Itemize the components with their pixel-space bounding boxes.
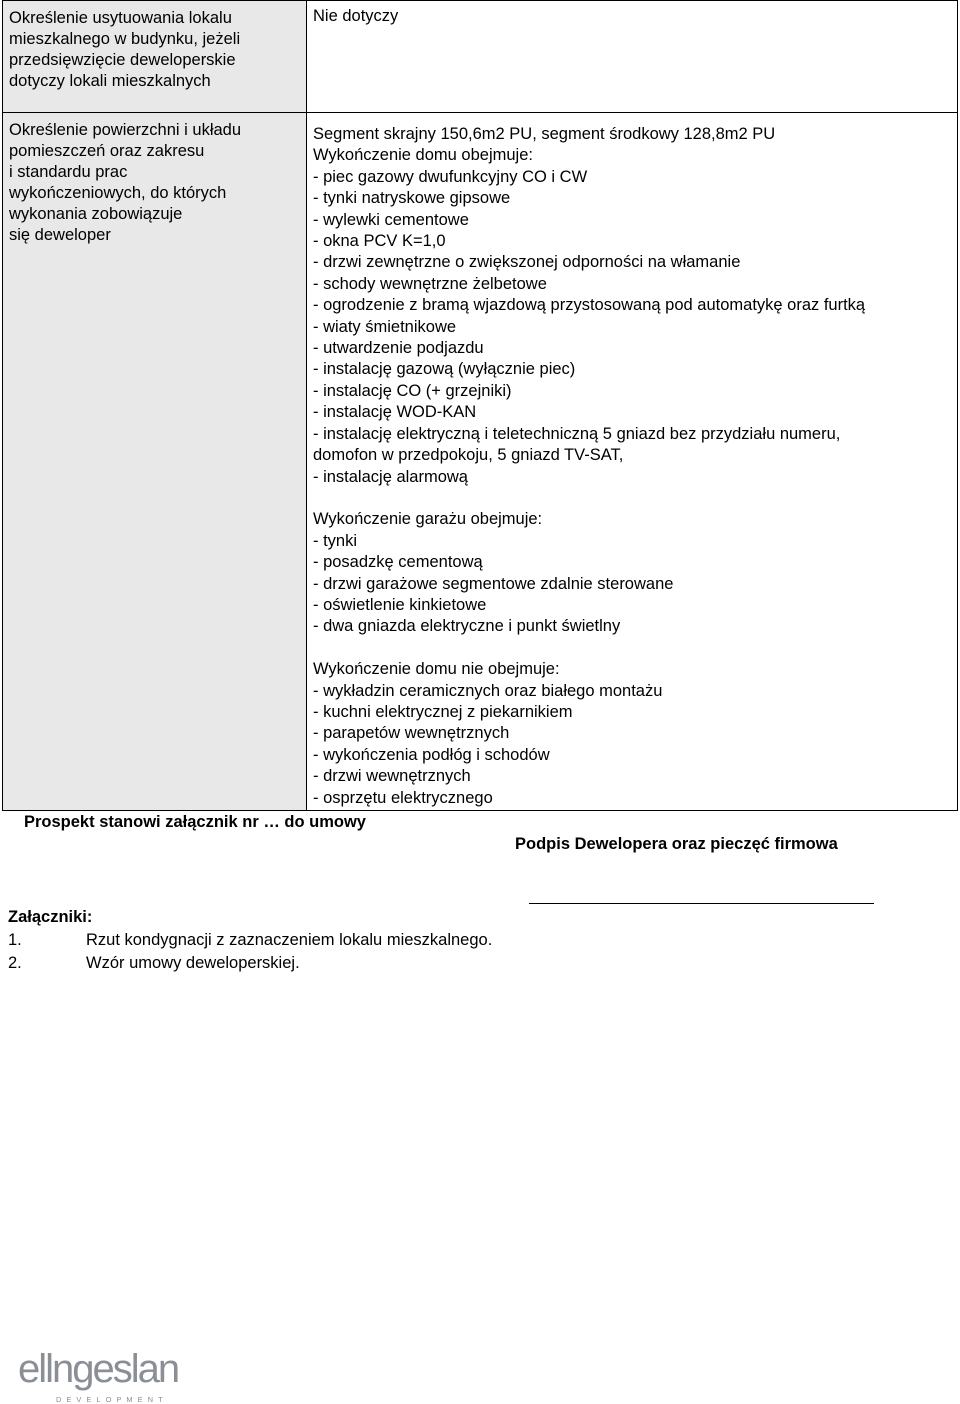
attachments-section — [8, 906, 492, 975]
row2-label-line: Określenie powierzchni i układu — [9, 121, 242, 139]
list-item: - wykładzin ceramicznych oraz białego montażu — [313, 681, 663, 700]
signature-caption: Podpis Dewelopera oraz pieczęć firmowa — [515, 835, 838, 853]
company-logo — [16, 1340, 216, 1404]
list-item: - kuchni elektrycznej z piekarnikiem — [313, 702, 573, 721]
list-item: - instalację alarmową — [313, 467, 468, 486]
list-item: - wykończenia podłóg i schodów — [313, 745, 550, 764]
section-title-home-excludes: Wykończenie domu nie obejmuje: — [313, 660, 560, 679]
row2-label-cell — [3, 113, 307, 811]
row1-value-cell — [307, 1, 958, 113]
list-item: - wiaty śmietnikowe — [313, 317, 457, 336]
list-item: - wylewki cementowe — [313, 210, 469, 229]
attachments-title: Załączniki: — [8, 908, 93, 926]
attachment-item — [8, 929, 492, 952]
list-item: - instalację gazową (wyłącznie piec) — [313, 360, 576, 379]
row1-label-line: Określenie usytuowania lokalu — [9, 9, 232, 27]
section-title-garage-includes: Wykończenie garażu obejmuje: — [313, 510, 543, 529]
list-item: - instalację elektryczną i teletechniczną 5 gniazd bez przydziału numeru, — [313, 424, 841, 443]
row1-label-line: przedsięwzięcie deweloperskie — [9, 51, 236, 69]
section-title-home-includes: Wykończenie domu obejmuje: — [313, 146, 533, 165]
attachment-item — [8, 952, 492, 975]
row1-label-line: mieszkalnego w budynku, jeżeli — [9, 30, 241, 48]
attachment-number: 2. — [8, 954, 22, 972]
list-item: - oświetlenie kinkietowe — [313, 595, 487, 614]
table-row — [3, 1, 958, 113]
list-item: domofon w przedpokoju, 5 gniazd TV-SAT, — [313, 446, 624, 465]
list-item: - instalację CO (+ grzejniki) — [313, 381, 512, 400]
row1-label-line: dotyczy lokali mieszkalnych — [9, 72, 211, 90]
list-item: - instalację WOD-KAN — [313, 403, 477, 422]
list-item: - drzwi wewnętrznych — [313, 767, 471, 786]
row2-label-line: wykończeniowych, do których — [9, 184, 227, 202]
logo-tagline: DEVELOPMENT — [56, 1395, 168, 1404]
list-item: - dwa gniazda elektryczne i punkt świetlny — [313, 617, 621, 636]
list-item: - osprzętu elektrycznego — [313, 788, 493, 807]
row1-value: Nie dotyczy — [313, 7, 399, 25]
list-item: - tynki natryskowe gipsowe — [313, 189, 511, 208]
attachment-number: 1. — [8, 931, 22, 949]
list-item: - utwardzenie podjazdu — [313, 339, 484, 358]
list-item: - posadzkę cementową — [313, 553, 483, 572]
list-item: - drzwi zewnętrzne o zwiększonej odporności na włamanie — [313, 253, 741, 272]
row2-label-line: i standardu prac — [9, 163, 128, 181]
row2-label-line: pomieszczeń oraz zakresu — [9, 142, 205, 160]
area-intro: Segment skrajny 150,6m2 PU, segment środkowy 128,8m2 PU — [313, 125, 776, 143]
logo-wordmark: ellngeslan — [18, 1347, 179, 1391]
prospekt-note: Prospekt stanowi załącznik nr … do umowy — [24, 813, 366, 831]
row2-label-line: się deweloper — [9, 226, 111, 244]
attachment-text: Wzór umowy deweloperskiej. — [86, 954, 300, 972]
list-item: - piec gazowy dwufunkcyjny CO i CW — [313, 167, 588, 186]
attachment-text: Rzut kondygnacji z zaznaczeniem lokalu mieszkalnego. — [86, 931, 493, 949]
list-item: - schody wewnętrzne żelbetowe — [313, 274, 547, 293]
table-row — [3, 113, 958, 811]
list-item: - okna PCV K=1,0 — [313, 232, 446, 251]
row2-label-line: wykonania zobowiązuje — [9, 205, 183, 223]
signature-line — [529, 903, 874, 904]
row2-value-cell — [307, 113, 958, 811]
list-item: - drzwi garażowe segmentowe zdalnie sterowane — [313, 574, 674, 593]
list-item: - tynki — [313, 531, 358, 550]
row1-label-cell — [3, 1, 307, 113]
list-item: - ogrodzenie z bramą wjazdową przystosowaną pod automatykę oraz furtką — [313, 296, 866, 315]
list-item: - parapetów wewnętrznych — [313, 724, 510, 743]
info-table — [2, 0, 958, 811]
